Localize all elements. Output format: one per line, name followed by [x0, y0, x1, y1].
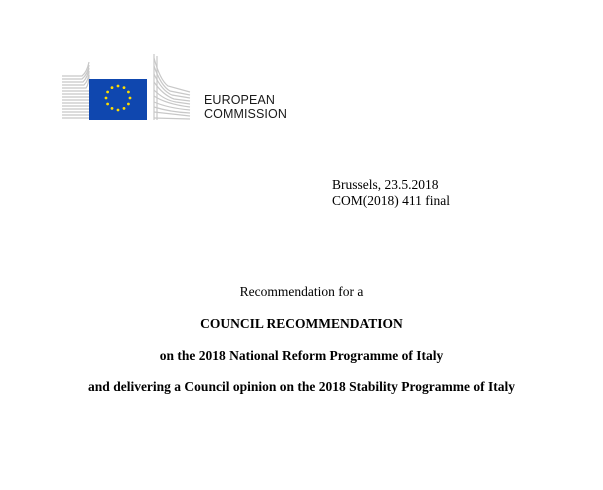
subject-line-1: on the 2018 National Reform Programme of Italy [159, 348, 444, 363]
building-right-lines [154, 54, 190, 120]
building-left-lines [62, 62, 89, 118]
document-code: COM(2018) 411 final [332, 192, 450, 208]
title-intro: Recommendation for a [239, 284, 364, 299]
european-commission-logo-icon [60, 52, 195, 122]
document-title: COUNCIL RECOMMENDATION [200, 316, 403, 331]
place-date: Brussels, 23.5.2018 [332, 177, 439, 192]
organization-name [204, 93, 287, 121]
org-name-line2: COMMISSION [204, 107, 287, 121]
org-name-line1: EUROPEAN [204, 93, 275, 107]
subject-line-2: and delivering a Council opinion on the 2018 Stability Programme of Italy [88, 379, 515, 394]
document-reference [332, 177, 450, 208]
